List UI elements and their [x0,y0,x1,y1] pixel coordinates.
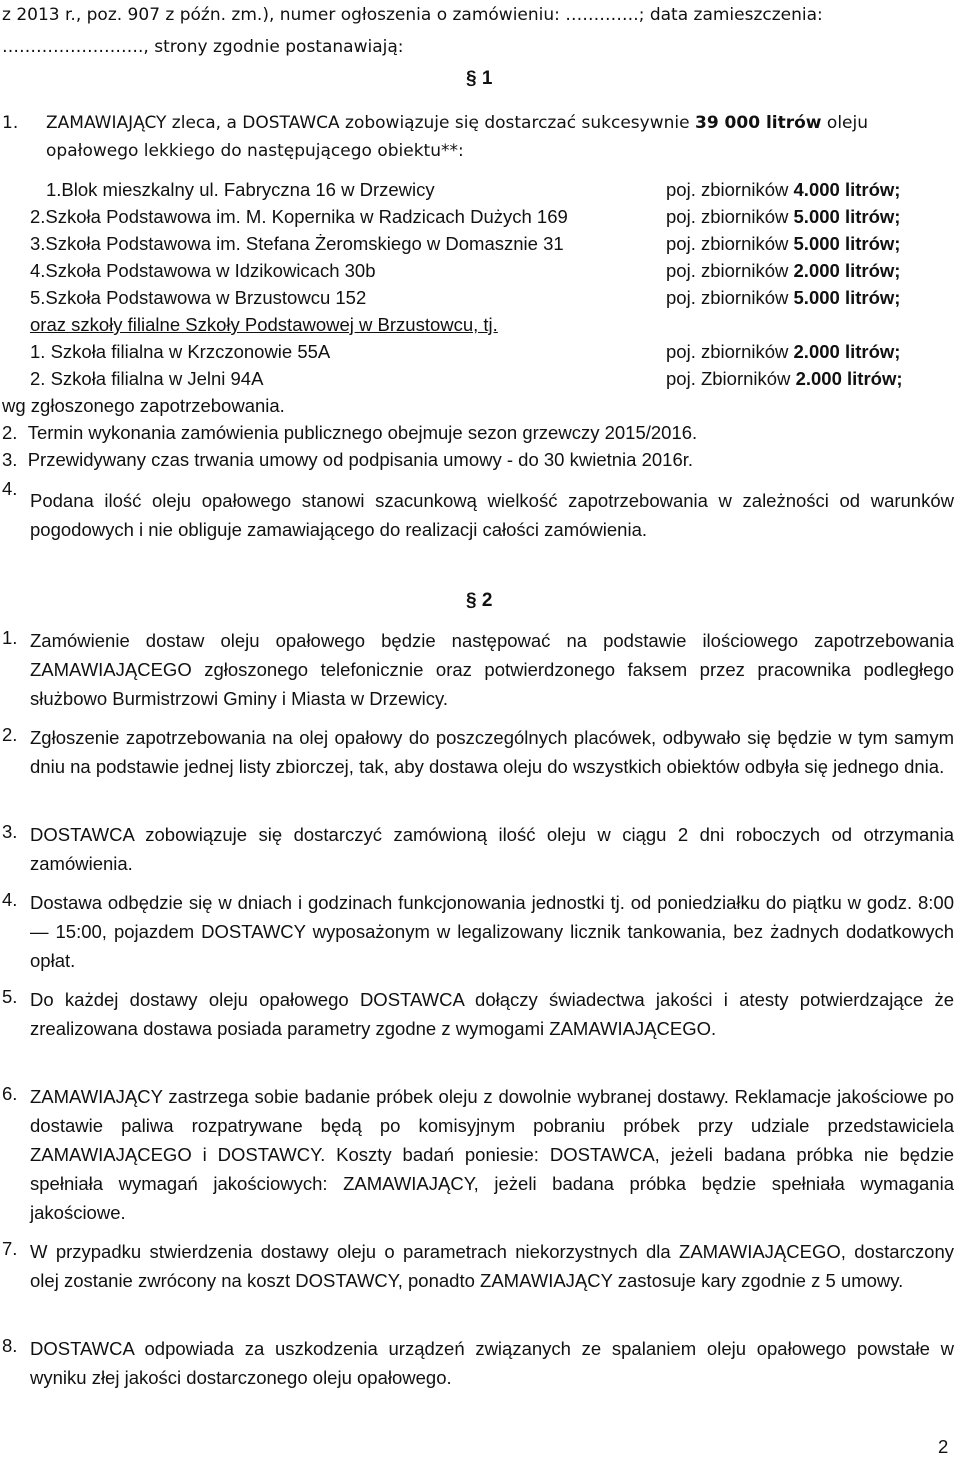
s2-item-2-num: 2. [2,724,18,745]
page-number: 2 [938,1436,949,1457]
object-1-capacity: poj. zbiorników 4.000 litrów; [666,179,901,200]
s1-item3: 3. Przewidywany czas trwania umowy od podpisania umowy - do 30 kwietnia 2016r. [2,449,694,470]
filial-schools-note: oraz szkoły filialne Szkoły Podstawowej w Brzustowcu, tj. [30,314,498,335]
s2-item-7-num: 7. [2,1238,18,1259]
s2-item-1-text: Zamówienie dostaw oleju opałowego będzie następować na podstawie ilościowego zapotrzebowania ZAMAWIAJĄCEGO zgłoszonego telefonicznie oraz potwierdzonego faksem przez pracownika podległego służbowo Burmistrzowi Gminy i Miasta w Drzewicy. [30,630,954,709]
s2-item-8-num: 8. [2,1335,18,1356]
object-2-name: 2.Szkoła Podstawowa im. M. Kopernika w Radzicach Dużych 169 [30,206,568,227]
s2-item-6-num: 6. [2,1083,18,1104]
s1-item4-num: 4. [2,478,18,499]
s1-item1-line2: opałowego lekkiego do następującego obiektu**: [46,141,464,161]
s2-item-4-num: 4. [2,889,18,910]
object-3-name: 3.Szkoła Podstawowa im. Stefana Żeromskiego w Domasznie 31 [30,233,564,254]
s2-item-3-num: 3. [2,821,18,842]
s2-item-4-text: Dostawa odbędzie się w dniach i godzinach funkcjonowania jednostki tj. od poniedziałku do piątku w godz. 8:00 — 15:00, pojazdem DOSTAWCY wyposażonym w legalizowany licznik tankowania, bez żadnych dodatkowych opłat. [30,892,954,971]
object-1-name: 1.Blok mieszkalny ul. Fabryczna 16 w Drzewicy [46,179,435,200]
s1-wg-line: wg zgłoszonego zapotrzebowania. [2,395,285,416]
object-4-capacity: poj. zbiorników 2.000 litrów; [666,260,901,281]
section-heading-2: § 2 [466,590,493,611]
s1-item4-text: Podana ilość oleju opałowego stanowi szacunkową wielkość zapotrzebowania w zależności od warunków pogodowych i nie obliguje zamawiającego do realizacji całości zamówienia. [30,490,954,540]
s1-item1-num: 1. [2,113,19,133]
intro-line-2: ……………………., strony zgodnie postanawiają: [2,37,404,57]
s2-item-5-num: 5. [2,986,18,1007]
s2-item-3-text: DOSTAWCA zobowiązuje się dostarczyć zamówioną ilość oleju w ciągu 2 dni roboczych od otrzymania zamówienia. [30,824,954,874]
filial-2-capacity: poj. Zbiorników 2.000 litrów; [666,368,903,389]
object-3-capacity: poj. zbiorników 5.000 litrów; [666,233,901,254]
object-5-capacity: poj. zbiorników 5.000 litrów; [666,287,901,308]
s2-item-5-text: Do każdej dostawy oleju opałowego DOSTAWCA dołączy świadectwa jakości i atesty potwierdzające że zrealizowana dostawa posiada parametry zgodne z wymogami ZAMAWIAJĄCEGO. [30,989,954,1039]
s1-item1-line1: ZAMAWIAJĄCY zleca, a DOSTAWCA zobowiązuje się dostarczać sukcesywnie 39 000 litrów oleju [46,113,868,133]
s2-item-6-text: ZAMAWIAJĄCY zastrzega sobie badanie próbek oleju z dowolnie wybranej dostawy. Reklamacje jakościowe po dostawie paliwa rozpatrywane będą po komisyjnym pobraniu próbek przy udziale przedstawiciela ZAMAWIAJĄCEGO i DOSTAWCY. Koszty badań poniesie: DOSTAWCA, jeżeli badana próbka nie będzie spełniała wymagań jakościowych: ZAMAWIAJĄCY, jeżeli badana próbka będzie spełniała wymagania jakościowe. [30,1086,954,1223]
intro-line-1: z 2013 r., poz. 907 z późn. zm.), numer ogłoszenia o zamówieniu: ………….; data zamieszczenia: [2,5,823,25]
object-4-name: 4.Szkoła Podstawowa w Idzikowicach 30b [30,260,376,281]
object-5-name: 5.Szkoła Podstawowa w Brzustowcu 152 [30,287,367,308]
section-heading-1: § 1 [466,68,493,89]
s2-item-2-text: Zgłoszenie zapotrzebowania na olej opałowy do poszczególnych placówek, odbywało się będzie w tym samym dniu na podstawie jednej listy zbiorczej, tak, aby dostawa oleju do wszystkich obiektów odbyła się jednego dnia. [30,727,954,777]
s1-item2: 2. Termin wykonania zamówienia publicznego obejmuje sezon grzewczy 2015/2016. [2,422,698,443]
s2-item-8-text: DOSTAWCA odpowiada za uszkodzenia urządzeń związanych ze spalaniem oleju opałowego powstałe w wyniku złej jakości dostarczonego oleju opałowego. [30,1338,954,1388]
filial-1-name: 1. Szkoła filialna w Krzczonowie 55A [30,341,331,362]
s2-item-7-text: W przypadku stwierdzenia dostawy oleju o parametrach niekorzystnych dla ZAMAWIAJĄCEGO, dostarczony olej zostanie zwrócony na koszt DOSTAWCY, ponadto ZAMAWIAJĄCY zastosuje kary zgodnie z 5 umowy. [30,1241,954,1291]
object-2-capacity: poj. zbiorników 5.000 litrów; [666,206,901,227]
filial-2-name: 2. Szkoła filialna w Jelni 94A [30,368,264,389]
filial-1-capacity: poj. zbiorników 2.000 litrów; [666,341,901,362]
s2-item-1-num: 1. [2,627,18,648]
